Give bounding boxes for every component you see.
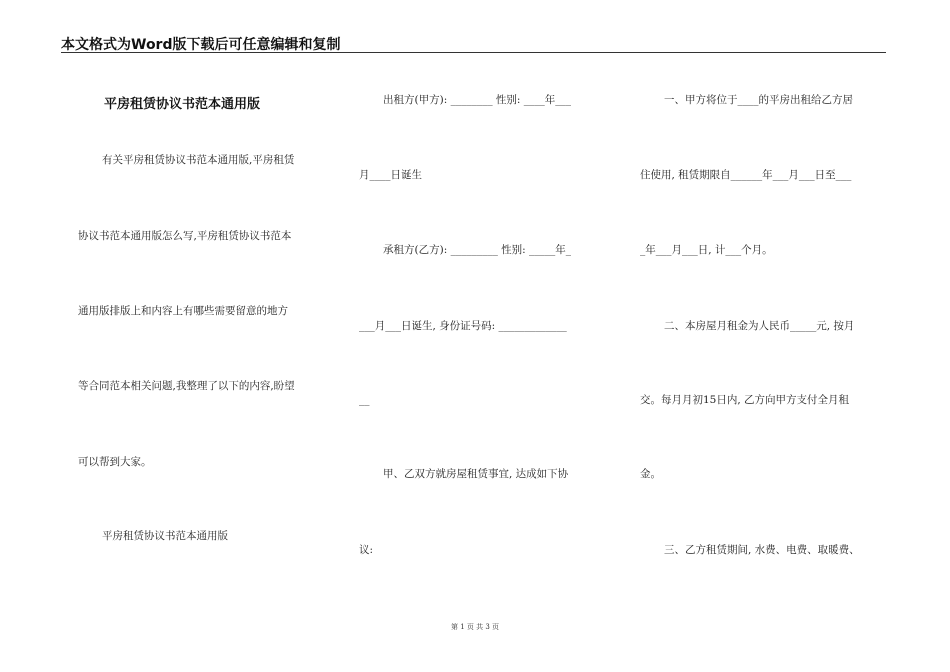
- column2-line: __: [359, 394, 370, 406]
- column2-line: 月____日诞生: [359, 169, 422, 181]
- column3-line: 金。: [640, 468, 661, 480]
- page-number-footer: 第 1 页 共 3 页: [450, 623, 500, 631]
- column1-line: 协议书范本通用版怎么写,平房租赁协议书范本: [78, 230, 292, 242]
- column3-line: 交。每月月初15日内, 乙方向甲方支付全月租: [640, 394, 850, 406]
- column2-line: 议:: [359, 544, 374, 556]
- column2-line: 出租方(甲方): ________ 性别: ____年___: [383, 94, 572, 106]
- column3-line: 二、本房屋月租金为人民币_____元, 按月: [664, 320, 855, 332]
- column3-line: _年___月___日, 计___个月。: [640, 244, 773, 256]
- column2-line: 甲、乙双方就房屋租赁事宜, 达成如下协: [383, 468, 569, 480]
- document-title: 平房租赁协议书范本通用版: [104, 97, 261, 112]
- column1-line: 有关平房租赁协议书范本通用版,平房租赁: [102, 154, 295, 166]
- document-header: 本文格式为Word版下载后可任意编辑和复制: [61, 37, 341, 53]
- column1-line: 通用版排版上和内容上有哪些需要留意的地方: [78, 305, 288, 317]
- column1-line: 可以帮到大家。: [78, 456, 152, 468]
- column2-line: ___月___日诞生, 身份证号码: _____________: [359, 320, 567, 332]
- column1-line: 等合同范本相关问题,我整理了以下的内容,盼望: [78, 380, 295, 392]
- column3-line: 住使用, 租赁期限自______年___月___日至___: [640, 169, 852, 181]
- column2-line: 承租方(乙方): _________ 性别: _____年_: [383, 244, 572, 256]
- header-divider: [61, 52, 886, 53]
- column1-line: 平房租赁协议书范本通用版: [102, 530, 228, 542]
- column3-line: 三、乙方租赁期间, 水费、电费、取暖费、: [664, 544, 860, 556]
- column3-line: 一、甲方将位于____的平房出租给乙方居: [664, 94, 853, 106]
